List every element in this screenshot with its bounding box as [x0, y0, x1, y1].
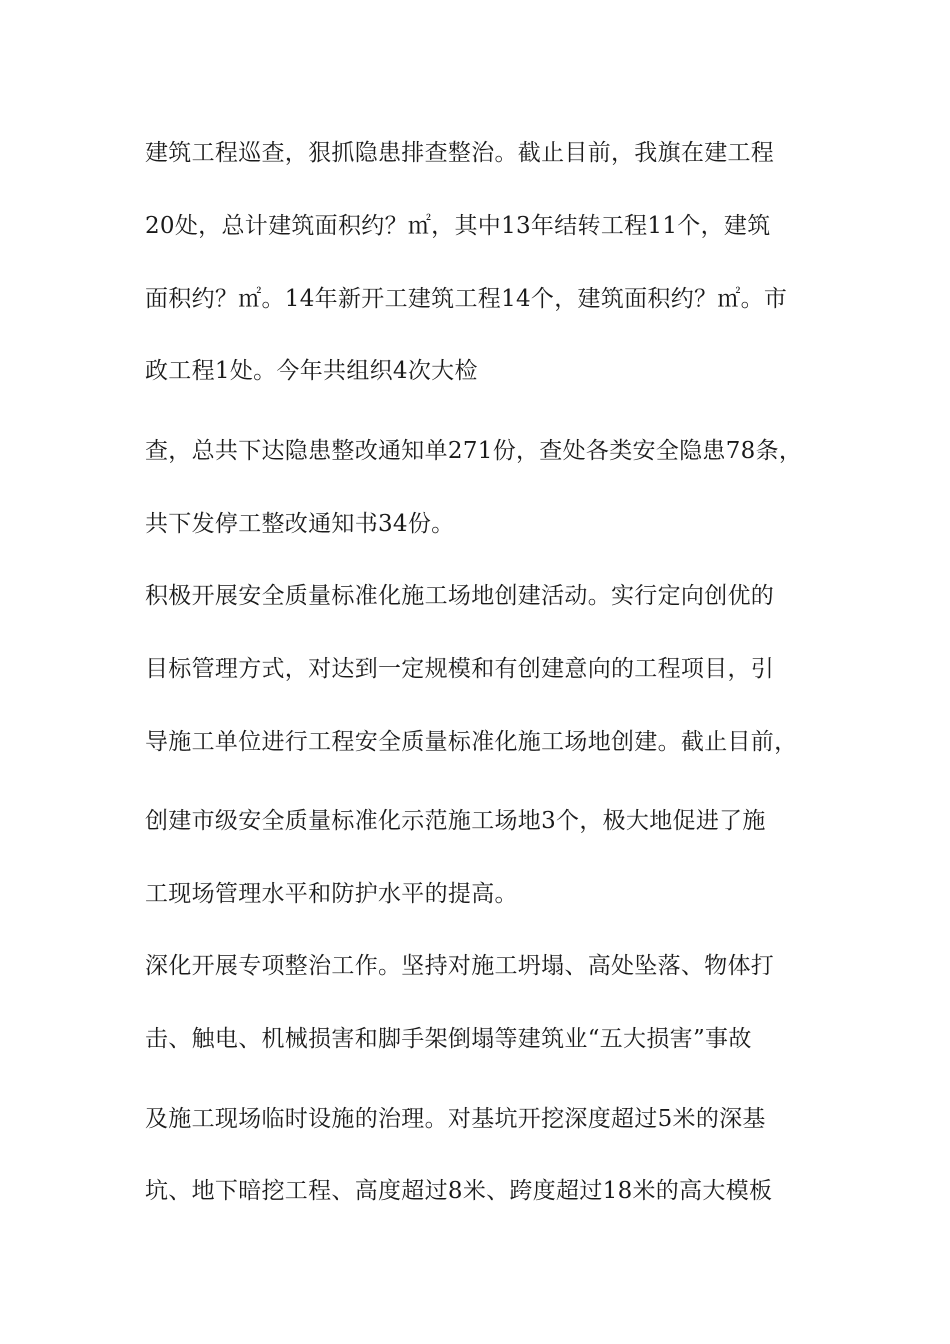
text-line-10: 创建市级安全质量标准化示范施工场地3个，极大地促进了施 — [145, 808, 766, 834]
text-line-14: 及施工现场临时设施的治理。对基坑开挖深度超过5米的深基 — [145, 1106, 766, 1132]
text-line-15: 坑、地下暗挖工程、高度超过8米、跨度超过18米的高大模板 — [145, 1178, 773, 1204]
text-line-2: 20处，总计建筑面积约？㎡，其中13年结转工程11个，建筑 — [145, 213, 771, 239]
text-line-13: 击、触电、机械损害和脚手架倒塌等建筑业“五大损害”事故 — [145, 1026, 752, 1052]
text-line-5: 查，总共下达隐患整改通知单271份，查处各类安全隐患78条， — [145, 438, 803, 464]
text-line-11: 工现场管理水平和防护水平的提高。 — [145, 881, 518, 907]
text-line-6: 共下发停工整改通知书34份。 — [145, 511, 455, 537]
text-line-9: 导施工单位进行工程安全质量标准化施工场地创建。截止目前， — [145, 729, 798, 755]
text-line-3: 面积约？㎡。14年新开工建筑工程14个，建筑面积约？㎡。市 — [145, 286, 788, 312]
text-line-8: 目标管理方式，对达到一定规模和有创建意向的工程项目，引 — [145, 656, 775, 682]
text-line-12: 深化开展专项整治工作。坚持对施工坍塌、高处坠落、物体打 — [145, 953, 775, 979]
text-line-7: 积极开展安全质量标准化施工场地创建活动。实行定向创优的 — [145, 583, 775, 609]
text-line-1: 建筑工程巡查，狠抓隐患排查整治。截止目前，我旗在建工程 — [145, 140, 775, 166]
text-line-4: 政工程1处。今年共组织4次大检 — [145, 358, 478, 384]
